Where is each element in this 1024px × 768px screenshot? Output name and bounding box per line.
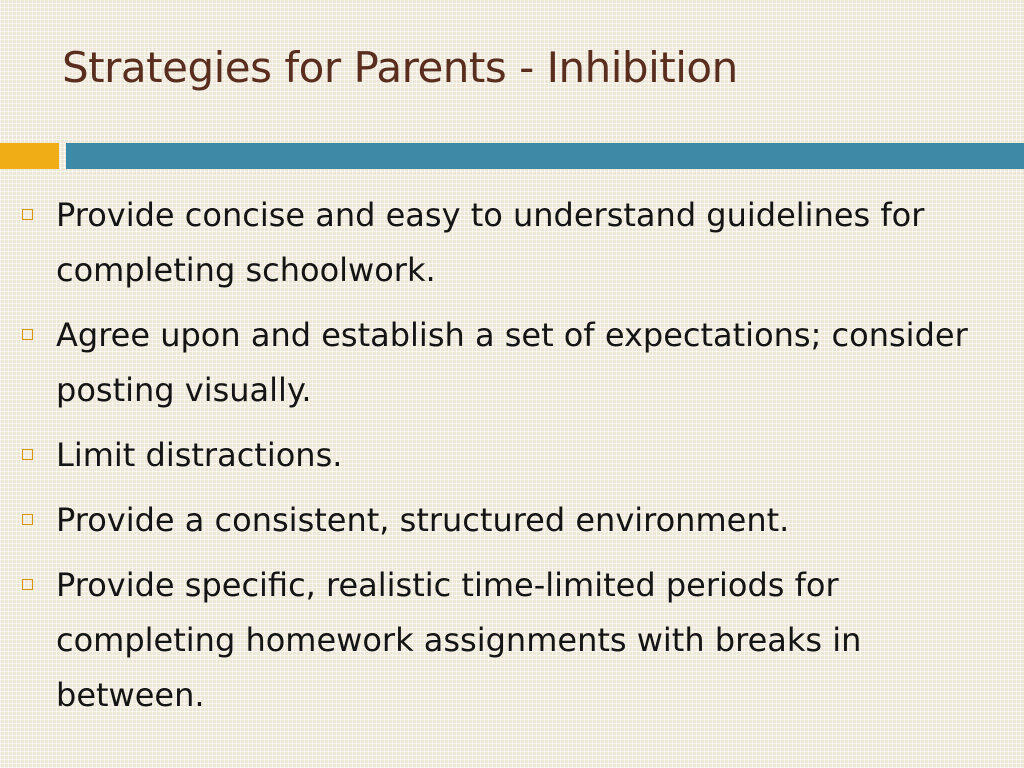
bullet-item — [20, 428, 980, 483]
square-bullet-icon — [22, 579, 33, 590]
square-bullet-icon — [22, 514, 33, 525]
square-bullet-icon — [22, 449, 33, 460]
square-bullet-icon — [22, 329, 33, 340]
bullet-text: Agree upon and establish a set of expectations; consider posting visually. — [56, 316, 968, 409]
bullet-item — [20, 188, 980, 298]
bullet-text: Provide concise and easy to understand guidelines for completing schoolwork. — [56, 196, 925, 289]
square-bullet-icon — [22, 209, 33, 220]
bullet-list — [20, 188, 980, 733]
bullet-item — [20, 558, 980, 723]
bullet-text: Limit distractions. — [56, 436, 343, 474]
title-divider-bar — [66, 143, 1024, 169]
bullet-item — [20, 493, 980, 548]
title-accent-bar — [0, 143, 59, 169]
bullet-item — [20, 308, 980, 418]
bullet-text: Provide a consistent, structured environment. — [56, 501, 790, 539]
bullet-text: Provide specific, realistic time-limited periods for completing homework assignments with breaks in between. — [56, 566, 862, 714]
slide-title: Strategies for Parents - Inhibition — [62, 43, 738, 92]
